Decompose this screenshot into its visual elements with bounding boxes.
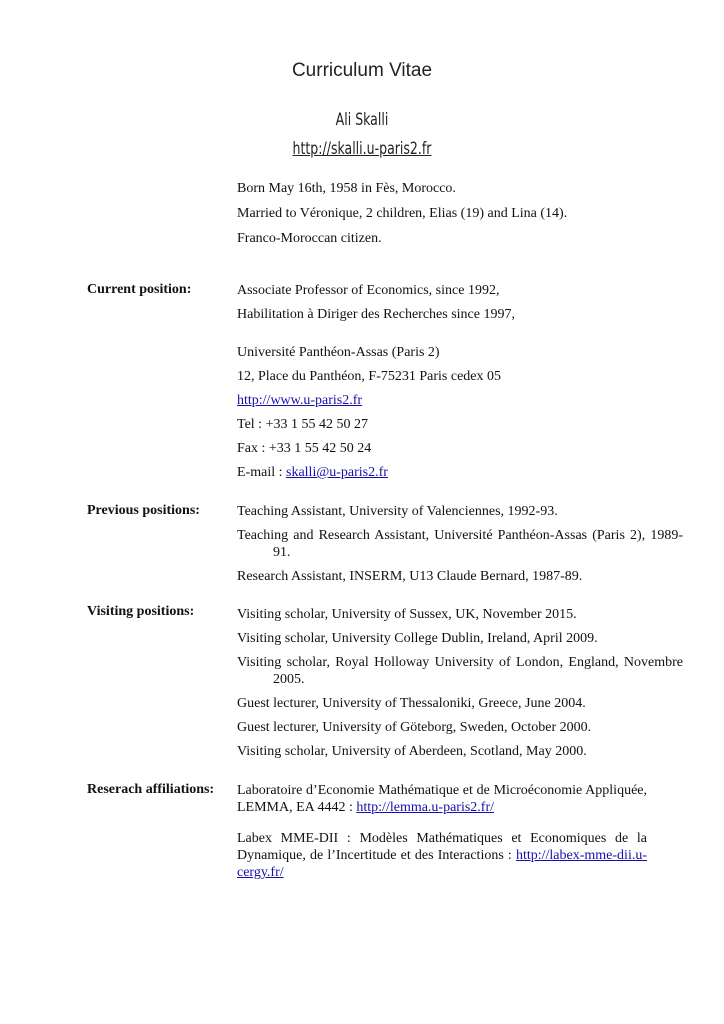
author-name: Ali Skalli: [335, 110, 389, 130]
visiting-position-item: Visiting scholar, University of Sussex, UK, November 2015.: [237, 607, 577, 622]
birth-info: Born May 16th, 1958 in Fès, Morocco.: [237, 181, 456, 196]
university-address: 12, Place du Panthéon, F-75231 Paris cedex 05: [237, 369, 502, 384]
previous-position-item: Teaching and Research Assistant, Université Panthéon-Assas (Paris 2), 1989-91.: [237, 528, 683, 560]
visiting-position-item: Visiting scholar, Royal Holloway University of London, England, Novembre 2005.: [237, 655, 683, 687]
personal-website-link[interactable]: http://skalli.u-paris2.fr: [292, 139, 432, 159]
email-prefix: E-mail :: [237, 465, 286, 480]
fax: Fax : +33 1 55 42 50 24: [237, 441, 372, 456]
personal-website[interactable]: [65, 139, 659, 159]
university-website-link[interactable]: http://www.u-paris2.fr: [237, 393, 363, 408]
document-title: Curriculum Vitae: [291, 60, 433, 81]
current-position-item: Habilitation à Diriger des Recherches since 1997,: [237, 307, 515, 322]
affiliation-labex: [237, 830, 647, 881]
affiliation-labex-text: Labex MME-DII : Modèles Mathématiques et Economiques de la Dynamique, de l’Incertitude et des Interactions :: [237, 831, 647, 863]
family-info: Married to Véronique, 2 children, Elias (19) and Lina (14).: [237, 206, 568, 221]
previous-positions-label: Previous positions:: [87, 503, 200, 518]
research-affiliations-label: Reserach affiliations:: [87, 782, 215, 797]
visiting-position-item: Guest lecturer, University of Göteborg, Sweden, October 2000.: [237, 720, 592, 735]
current-position-label: Current position:: [87, 282, 192, 297]
previous-position-item: Research Assistant, INSERM, U13 Claude Bernard, 1987-89.: [237, 569, 583, 584]
current-position-item: Associate Professor of Economics, since 1992,: [237, 283, 500, 298]
email-link[interactable]: skalli@u-paris2.fr: [286, 465, 388, 480]
university-name: Université Panthéon-Assas (Paris 2): [237, 345, 440, 360]
visiting-positions-label: Visiting positions:: [87, 604, 195, 619]
affiliation-lemma-text: Laboratoire d’Economie Mathématique et de Microéconomie Appliquée, LEMMA, EA 4442 :: [237, 783, 647, 815]
visiting-position-item: Visiting scholar, University of Aberdeen, Scotland, May 2000.: [237, 744, 587, 759]
affiliation-lemma: [237, 782, 647, 816]
previous-position-item: Teaching Assistant, University of Valenciennes, 1992-93.: [237, 504, 558, 519]
university-website[interactable]: [237, 392, 362, 409]
email-line: [237, 464, 388, 481]
citizenship-info: Franco-Moroccan citizen.: [237, 231, 382, 246]
visiting-position-item: Guest lecturer, University of Thessaloniki, Greece, June 2004.: [237, 696, 586, 711]
telephone: Tel : +33 1 55 42 50 27: [237, 417, 368, 432]
visiting-position-item: Visiting scholar, University College Dublin, Ireland, April 2009.: [237, 631, 598, 646]
labex-link[interactable]: http://labex-mme-dii.u-cergy.fr/: [237, 848, 647, 880]
lemma-link[interactable]: http://lemma.u-paris2.fr/: [356, 800, 495, 815]
